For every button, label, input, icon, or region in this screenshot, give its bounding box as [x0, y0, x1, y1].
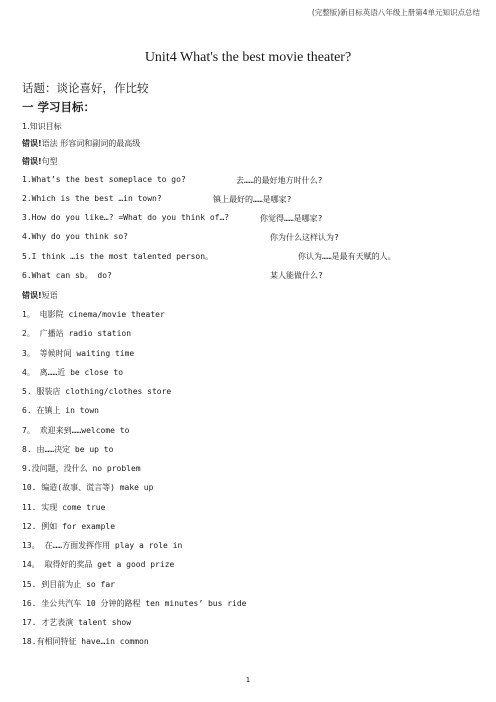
phrase-item: 2。 广播站 radio station [22, 329, 132, 338]
sentence-zh: 去……的最好地方时什么? [236, 176, 323, 185]
phrase-item: 11. 实现 come true [22, 503, 106, 512]
knowledge-target-label: 1.知识目标 [22, 122, 62, 131]
error-marker: 错误! [22, 139, 42, 148]
header-note: (完整版)新目标英语八年级上册第4单元知识点总结 [311, 8, 480, 17]
sentence-zh: 镇上最好的……是哪家? [213, 195, 292, 204]
section-heading: 一 学习目标： [22, 100, 96, 114]
phrase-item: 1。 电影院 cinema/movie theater [22, 310, 165, 319]
sentence-zh: 你认为……是最有天赋的人。 [298, 252, 396, 261]
phrase-item: 8. 由……决定 be up to [22, 445, 114, 454]
phrases-label [22, 290, 58, 301]
sentence-en: 1.What’s the best someplace to go? [22, 175, 186, 184]
phrase-item: 14。 取得好的奖品 get a good prize [22, 560, 175, 569]
sentence-en: 6.What can sb。 do? [22, 271, 112, 280]
error-marker: 错误! [22, 291, 42, 300]
sentence-en: 5.I think …is the most talented person。 [22, 252, 214, 261]
phrase-item: 9.没问题，没什么 no problem [22, 464, 141, 473]
sentence-en: 3.How do you like…? =What do you think of…? [22, 213, 230, 222]
topic-line: 话题：谈论喜好，作比较 [22, 81, 149, 95]
sentence-zh: 你为什么这样认为? [270, 233, 339, 242]
sentence-en: 2.Which is the best …in town? [22, 194, 162, 203]
error-marker: 错误! [22, 157, 42, 166]
sentence-zh: 你觉得……是哪家? [260, 214, 323, 223]
phrase-item: 4。 离……近 be close to [22, 368, 124, 377]
page-number: 1 [245, 676, 251, 684]
grammar-text: 语法 形容词和副词的最高级 [41, 139, 141, 148]
sentence-zh: 某人能做什么? [270, 271, 323, 280]
page-title: Unit4 What's the best movie theater? [144, 50, 352, 65]
phrase-item: 3。 等候时间 waiting time [22, 349, 135, 358]
sentences-label-text: 句型 [41, 157, 58, 166]
phrase-item: 7。 欢迎来到……welcome to [22, 426, 130, 435]
phrase-item: 13。 在……方面发挥作用 play a role in [22, 541, 183, 550]
phrase-item: 15. 到目前为止 so far [22, 580, 115, 589]
sentences-label [22, 156, 58, 167]
grammar-label [22, 138, 140, 149]
phrase-item: 12. 例如 for example [22, 522, 116, 531]
phrase-item: 5. 服装店 clothing/clothes store [22, 387, 172, 396]
phrase-item: 16. 坐公共汽车 10 分钟的路程 ten minutes’ bus ride [22, 599, 247, 608]
phrase-item: 18.有相同特征 have…in common [22, 637, 149, 646]
phrase-item: 10. 编造(故事、谎言等) make up [22, 483, 154, 492]
phrase-item: 17. 才艺表演 talent show [22, 618, 132, 627]
sentence-en: 4.Why do you think so? [22, 232, 128, 241]
phrases-label-text: 短语 [41, 291, 58, 300]
phrase-item: 6. 在镇上 in town [22, 406, 99, 415]
